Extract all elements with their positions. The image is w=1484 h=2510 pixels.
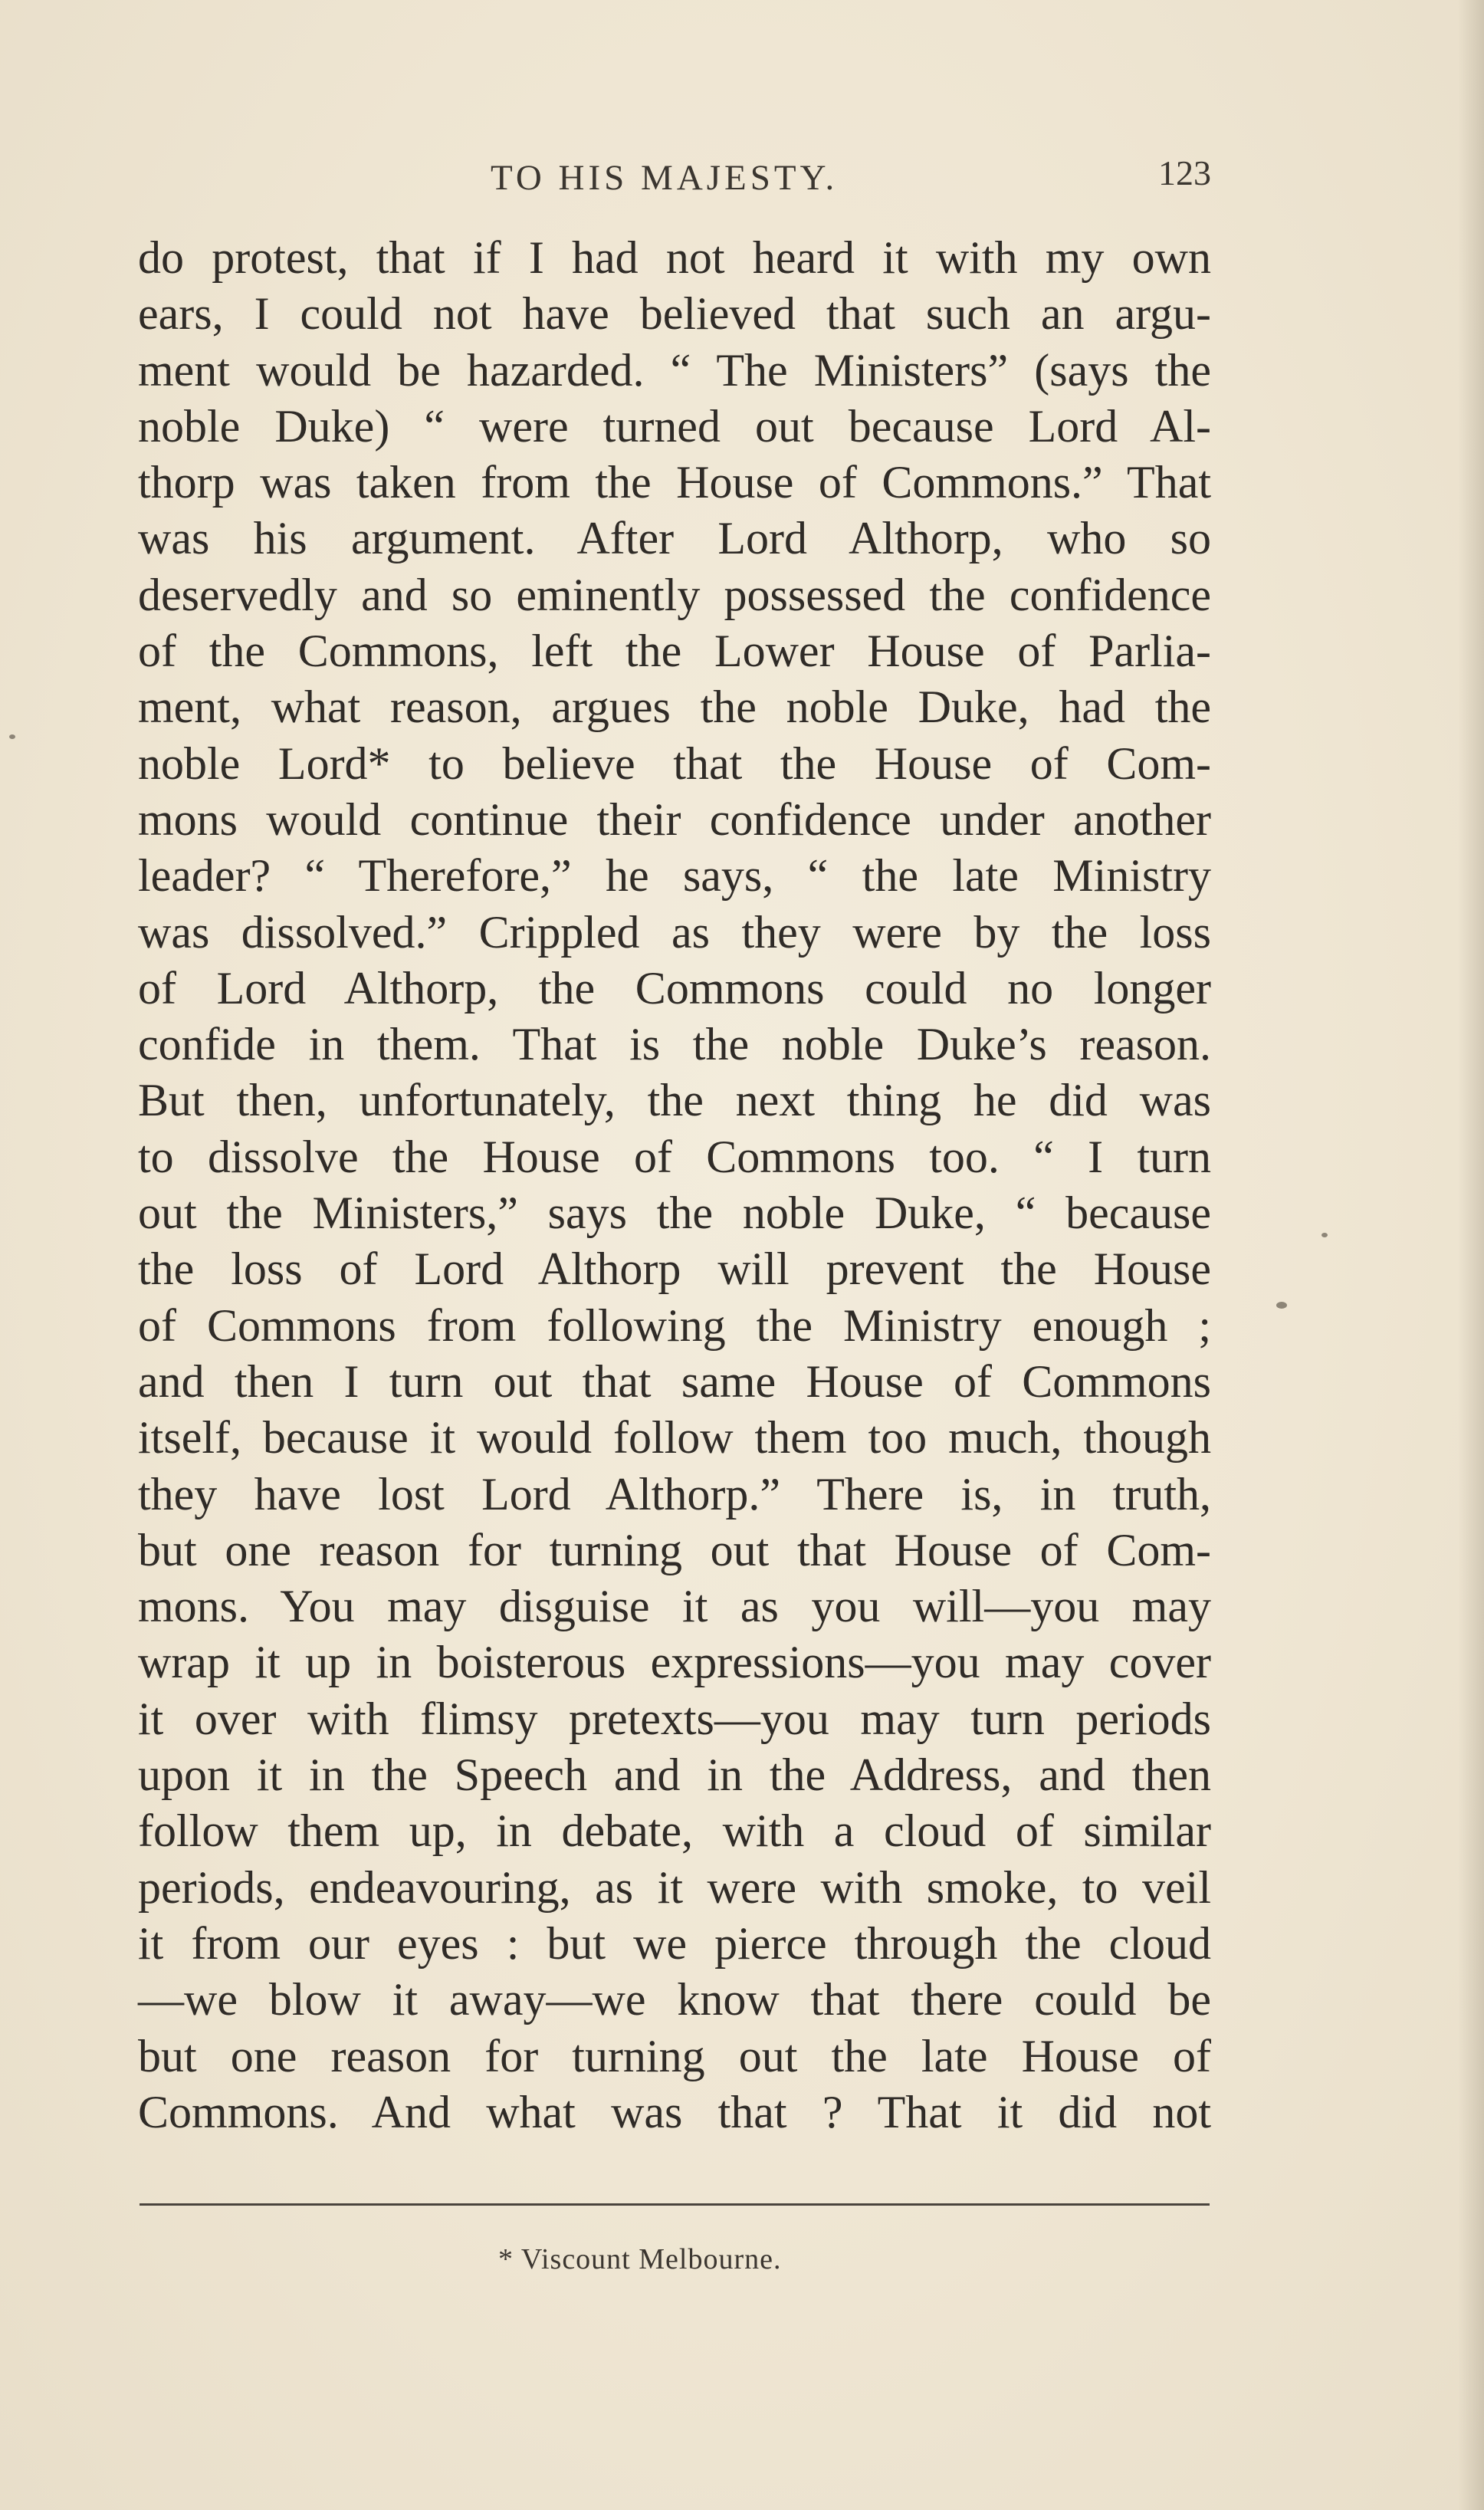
page-header [138, 153, 1211, 211]
text-line: leader? “ Therefore,” he says, “ the late Ministry [138, 850, 1211, 902]
footnote-rule [140, 2203, 1210, 2206]
body-text [138, 230, 1211, 2140]
text-line: ment would be hazarded. “ The Ministers” (says the [138, 344, 1211, 396]
text-line: noble Duke) “ were turned out because Lord Al- [138, 400, 1211, 452]
text-line: they have lost Lord Althorp.” There is, in truth, [138, 1468, 1211, 1519]
text-line: periods, endeavouring, as it were with smoke, to veil [138, 1861, 1211, 1913]
text-line: noble Lord* to believe that the House of Com- [138, 738, 1211, 789]
text-line: of Commons from following the Ministry enough ; [138, 1299, 1211, 1351]
text-line: but one reason for turning out that House of Com- [138, 1524, 1211, 1575]
text-line: it from our eyes : but we pierce through the cloud [138, 1917, 1211, 1969]
text-line: of the Commons, left the Lower House of Parlia- [138, 626, 1211, 677]
text-line: mons. You may disguise it as you will—you may [138, 1581, 1211, 1632]
text-line: out the Ministers,” says the noble Duke, “ because [138, 1188, 1211, 1239]
text-line: wrap it up in boisterous expressions—you may cover [138, 1637, 1211, 1688]
text-line: follow them up, in debate, with a cloud of similar [138, 1805, 1211, 1857]
page-number: 123 [1158, 153, 1211, 192]
text-line: itself, because it would follow them too much, though [138, 1412, 1211, 1464]
text-line: the loss of Lord Althorp will prevent the House [138, 1244, 1211, 1295]
text-line: was dissolved.” Crippled as they were by the loss [138, 906, 1211, 958]
text-line: but one reason for turning out the late House of [138, 2030, 1211, 2081]
text-line: thorp was taken from the House of Commons.” That [138, 457, 1211, 508]
text-line: upon it in the Speech and in the Address, and then [138, 1749, 1211, 1801]
text-line: mons would continue their confidence under another [138, 793, 1211, 845]
text-line: it over with flimsy pretexts—you may turn periods [138, 1693, 1211, 1744]
text-line: deservedly and so eminently possessed the confidence [138, 569, 1211, 620]
text-line: was his argument. After Lord Althorp, who so [138, 513, 1211, 564]
text-line: and then I turn out that same House of Commons [138, 1355, 1211, 1407]
paper-speck [9, 734, 15, 739]
paper-speck [1321, 1233, 1328, 1237]
text-line: to dissolve the House of Commons too. “ I turn [138, 1131, 1211, 1182]
running-head: TO HIS MAJESTY. [491, 158, 839, 198]
text-line: Commons. And what was that ? That it did not [138, 2086, 1211, 2137]
text-line: of Lord Althorp, the Commons could no longer [138, 962, 1211, 1014]
text-line: ment, what reason, argues the noble Duke, had the [138, 682, 1211, 733]
paper-speck [1276, 1302, 1287, 1309]
text-line: confide in them. That is the noble Duke’s reason. [138, 1019, 1211, 1070]
text-line: do protest, that if I had not heard it with my own [138, 232, 1211, 283]
text-line: —we blow it away—we know that there could be [138, 1974, 1211, 2025]
page-edge-shadow [1458, 0, 1484, 2510]
footnote: * Viscount Melbourne. [498, 2243, 782, 2275]
text-line: But then, unfortunately, the next thing he did was [138, 1075, 1211, 1126]
text-line: ears, I could not have believed that such an argu- [138, 288, 1211, 340]
